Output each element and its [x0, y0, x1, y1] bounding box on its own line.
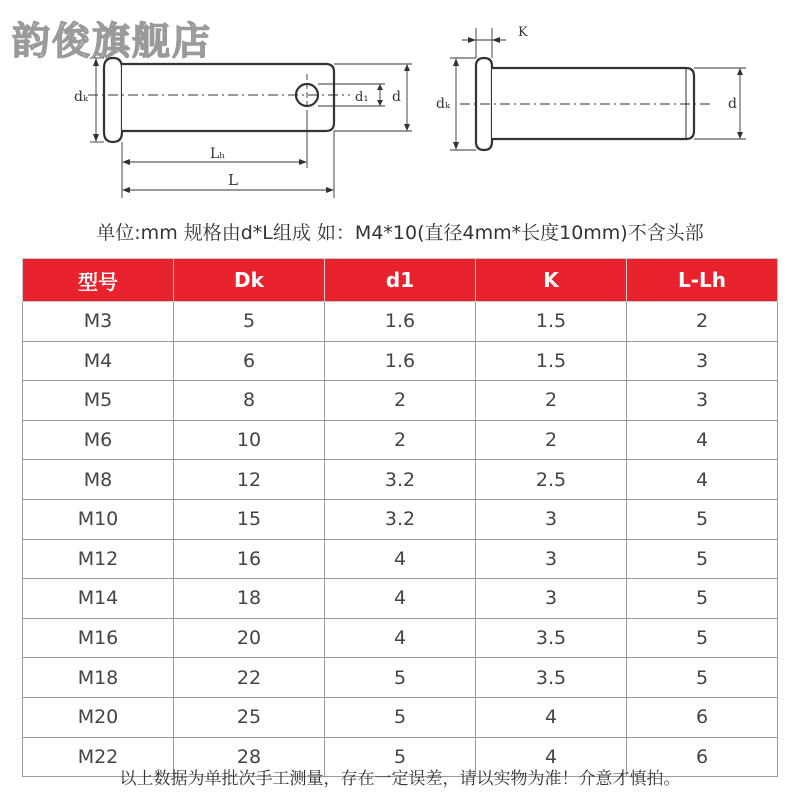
- cell-l-lh: 3: [627, 381, 778, 421]
- cell-k: 3.5: [476, 618, 627, 658]
- cell-d1: 1.6: [325, 302, 476, 342]
- cell-l-lh: 5: [627, 618, 778, 658]
- header-k: K: [476, 259, 627, 302]
- cell-model: M16: [23, 618, 174, 658]
- left-d-label: d: [392, 89, 401, 105]
- table-row: [23, 341, 778, 381]
- cell-d1: 4: [325, 618, 476, 658]
- cell-l-lh: 5: [627, 658, 778, 698]
- cell-d1: 2: [325, 420, 476, 460]
- left-pin-drawing: [104, 58, 334, 142]
- cell-k: 2: [476, 381, 627, 421]
- left-lh-label: Lₕ: [210, 146, 226, 162]
- table-body: [23, 302, 778, 777]
- cell-l-lh: 4: [627, 420, 778, 460]
- header-l-lh: L-Lh: [627, 259, 778, 302]
- cell-dk: 6: [174, 341, 325, 381]
- cell-model: M3: [23, 302, 174, 342]
- cell-d1: 1.6: [325, 341, 476, 381]
- cell-dk: 5: [174, 302, 325, 342]
- table-row: [23, 697, 778, 737]
- cell-dk: 22: [174, 658, 325, 698]
- cell-l-lh: 2: [627, 302, 778, 342]
- table-row: [23, 460, 778, 500]
- header-dk: Dk: [174, 259, 325, 302]
- store-watermark: 韵俊旗舰店: [12, 19, 213, 63]
- left-l-label: L: [228, 171, 238, 189]
- table-row: [23, 381, 778, 421]
- right-d-label: d: [728, 96, 737, 112]
- spec-table: [22, 258, 778, 777]
- cell-k: 1.5: [476, 302, 627, 342]
- table-row: [23, 658, 778, 698]
- cell-k: 4: [476, 737, 627, 777]
- table-row: [23, 618, 778, 658]
- table-header-row: [23, 259, 778, 302]
- cell-d1: 5: [325, 658, 476, 698]
- cell-l-lh: 4: [627, 460, 778, 500]
- cell-dk: 20: [174, 618, 325, 658]
- cell-model: M12: [23, 539, 174, 579]
- cell-l-lh: 6: [627, 737, 778, 777]
- cell-model: M8: [23, 460, 174, 500]
- left-d1-label: d₁: [355, 90, 369, 105]
- cell-dk: 25: [174, 697, 325, 737]
- footer-note: 以上数据为单批次手工测量，存在一定误差，请以实物为准！介意才慎拍。: [119, 769, 681, 789]
- table-row: [23, 420, 778, 460]
- cell-d1: 5: [325, 697, 476, 737]
- cell-l-lh: 5: [627, 539, 778, 579]
- cell-dk: 16: [174, 539, 325, 579]
- cell-k: 3: [476, 539, 627, 579]
- spec-note: 单位:mm 规格由d*L组成 如：M4*10(直径4mm*长度10mm)不含头部: [96, 222, 704, 244]
- header-d1: d1: [325, 259, 476, 302]
- cell-model: M14: [23, 579, 174, 619]
- cell-d1: 2: [325, 381, 476, 421]
- cell-model: M20: [23, 697, 174, 737]
- cell-dk: 10: [174, 420, 325, 460]
- table-row: [23, 579, 778, 619]
- cell-k: 2: [476, 420, 627, 460]
- cell-l-lh: 5: [627, 499, 778, 539]
- cell-model: M4: [23, 341, 174, 381]
- table-row: [23, 499, 778, 539]
- cell-model: M5: [23, 381, 174, 421]
- cell-l-lh: 6: [627, 697, 778, 737]
- cell-dk: 28: [174, 737, 325, 777]
- cell-l-lh: 5: [627, 579, 778, 619]
- cell-d1: 5: [325, 737, 476, 777]
- cell-k: 4: [476, 697, 627, 737]
- cell-k: 3.5: [476, 658, 627, 698]
- right-dk-label: dₖ: [436, 96, 451, 112]
- cell-l-lh: 3: [627, 341, 778, 381]
- cell-dk: 15: [174, 499, 325, 539]
- cell-k: 1.5: [476, 341, 627, 381]
- right-k-label: K: [518, 25, 528, 40]
- cell-d1: 4: [325, 539, 476, 579]
- cell-d1: 4: [325, 579, 476, 619]
- cell-d1: 3.2: [325, 499, 476, 539]
- cell-d1: 3.2: [325, 460, 476, 500]
- cell-dk: 12: [174, 460, 325, 500]
- cell-model: M18: [23, 658, 174, 698]
- cell-model: M6: [23, 420, 174, 460]
- cell-model: M22: [23, 737, 174, 777]
- table-row: [23, 539, 778, 579]
- cell-dk: 8: [174, 381, 325, 421]
- cell-k: 3: [476, 579, 627, 619]
- header-model: 型号: [23, 259, 174, 302]
- left-dk-label: dₖ: [74, 89, 89, 105]
- cell-dk: 18: [174, 579, 325, 619]
- cell-model: M10: [23, 499, 174, 539]
- cell-k: 3: [476, 499, 627, 539]
- cell-k: 2.5: [476, 460, 627, 500]
- table-row: [23, 302, 778, 342]
